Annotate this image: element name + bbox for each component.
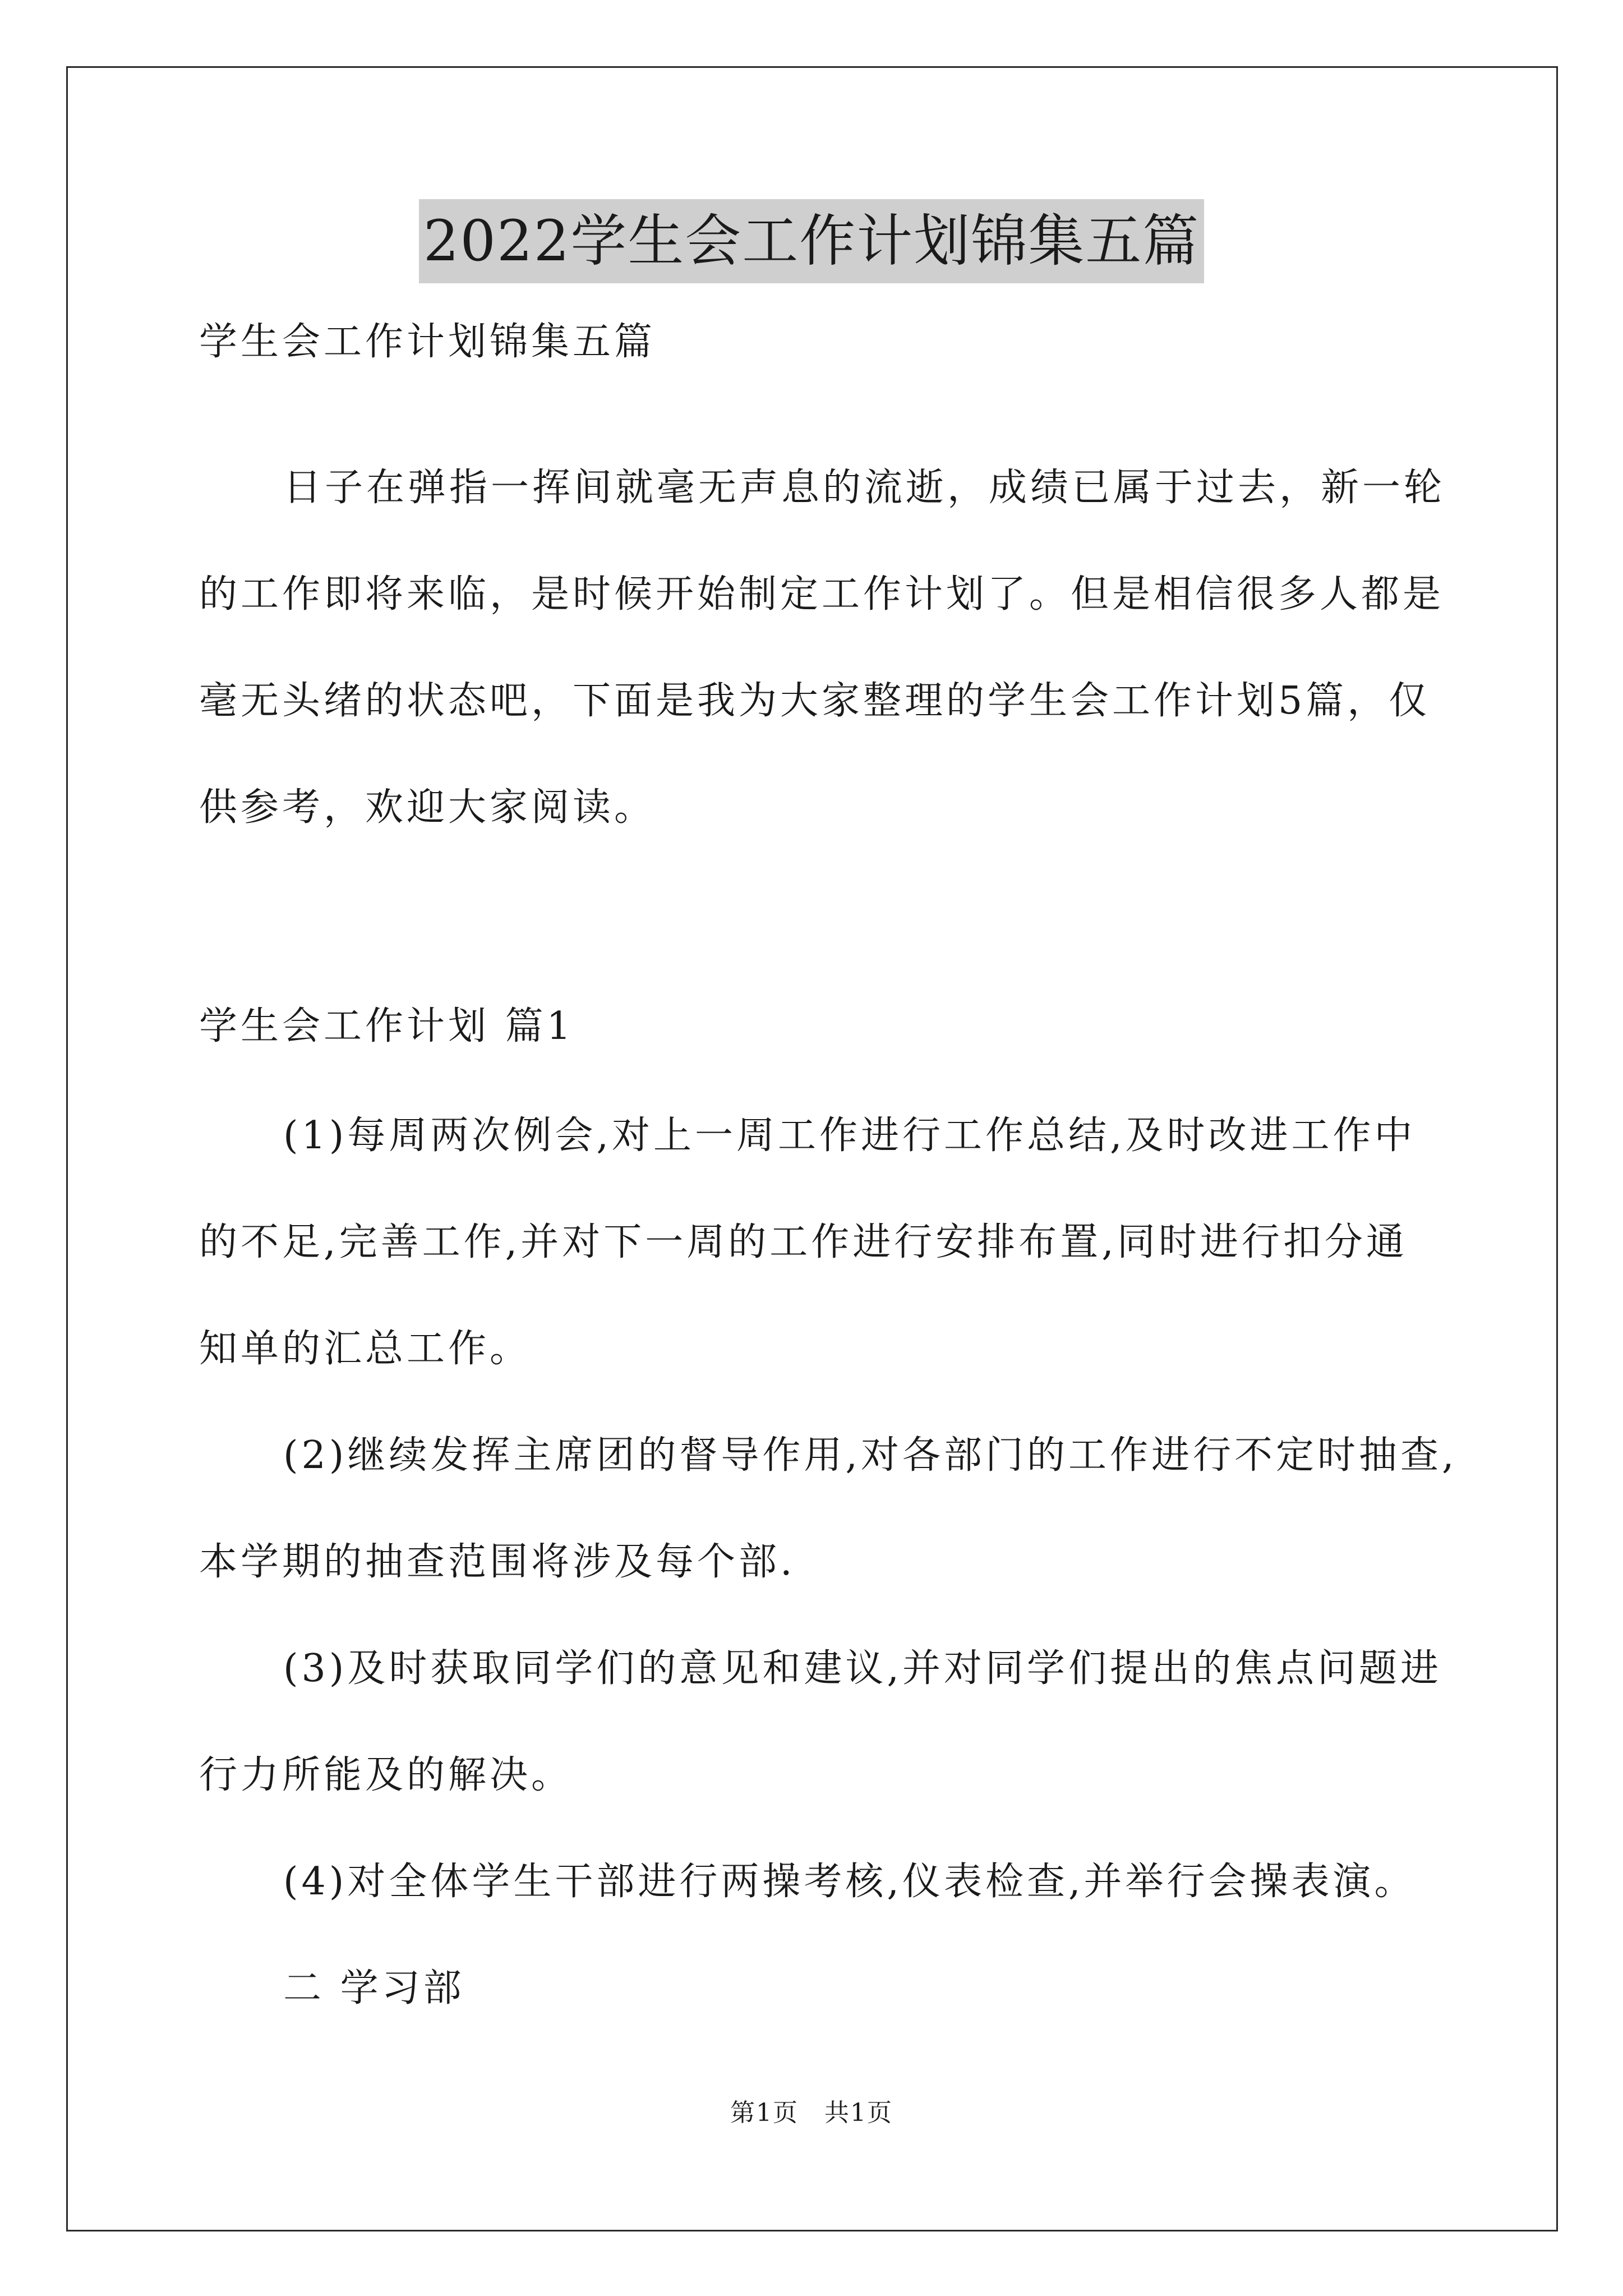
item-1-line-3: 知单的汇总工作。 <box>199 1327 532 1371</box>
item-2-line-1: (2)继续发挥主席团的督导作用,对各部门的工作进行不定时抽查, <box>283 1433 1458 1478</box>
section-heading-line: 学生会工作计划 篇1 <box>199 1004 574 1048</box>
item-4-line-1: (4)对全体学生干部进行两操考核,仪表检查,并举行会操表演。 <box>283 1860 1416 1904</box>
item-3-line-1: (3)及时获取同学们的意见和建议,并对同学们提出的焦点问题进 <box>283 1646 1442 1691</box>
item-1-line-1: (1)每周两次例会,对上一周工作进行工作总结,及时改进工作中 <box>283 1114 1416 1158</box>
subtitle-line: 学生会工作计划锦集五篇 <box>199 320 656 364</box>
intro-line-1: 日子在弹指一挥间就毫无声息的流逝，成绩已属于过去，新一轮 <box>283 466 1446 510</box>
plan-items <box>199 1108 1458 2067</box>
item-2-line-2: 本学期的抽查范围将涉及每个部. <box>199 1540 796 1584</box>
intro-line-4: 供参考，欢迎大家阅读。 <box>199 785 656 830</box>
page-number-footer: 第1页 共1页 <box>730 2099 893 2127</box>
intro-line-2: 的工作即将来临，是时候开始制定工作计划了。但是相信很多人都是 <box>199 572 1445 616</box>
section-heading <box>199 999 1427 1105</box>
title-container <box>0 199 1623 283</box>
subtitle <box>199 314 1427 421</box>
intro-paragraph <box>199 460 1446 886</box>
sub-heading-study-dept: 二 学习部 <box>283 1966 465 2010</box>
intro-line-3: 毫无头绪的状态吧，下面是我为大家整理的学生会工作计划5篇，仅 <box>199 679 1431 723</box>
item-1-line-2: 的不足,完善工作,并对下一周的工作进行安排布置,同时进行扣分通 <box>199 1220 1408 1264</box>
item-3-line-2: 行力所能及的解决。 <box>199 1753 573 1797</box>
document-title: 2022学生会工作计划锦集五篇 <box>419 199 1205 283</box>
